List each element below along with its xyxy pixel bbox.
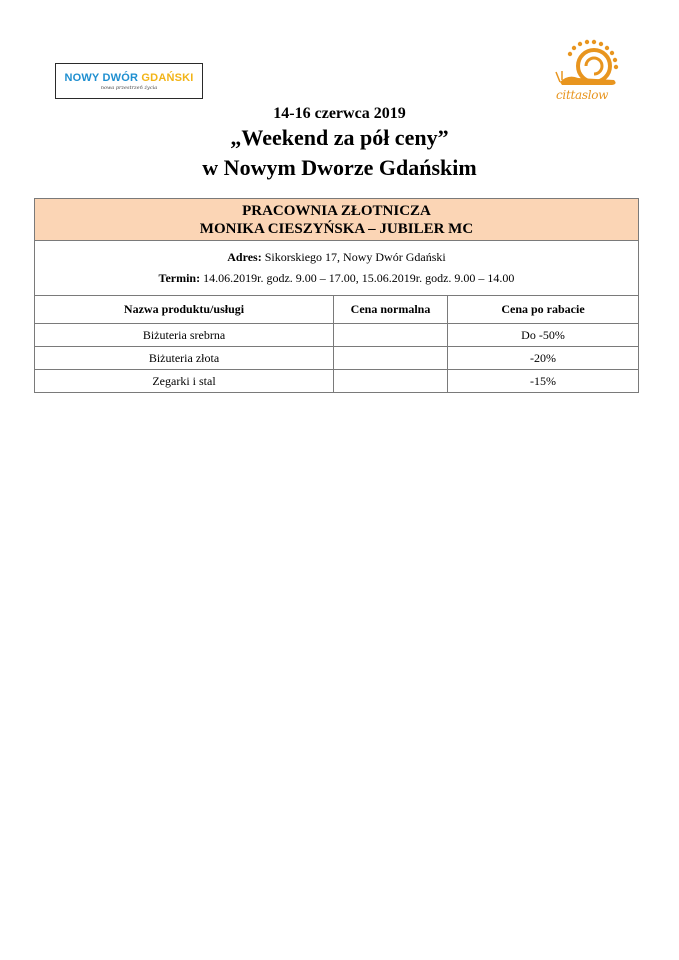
business-name-line2: MONIKA CIESZYŃSKA – JUBILER MC bbox=[199, 221, 474, 237]
address-label: Adres: bbox=[227, 250, 262, 264]
discount-price: -15% bbox=[448, 370, 639, 393]
logo-name-part1: NOWY DWÓR bbox=[64, 72, 142, 84]
discount-price: -20% bbox=[448, 347, 639, 370]
nowy-dwor-gdanski-logo bbox=[55, 63, 203, 99]
discount-price: Do -50% bbox=[448, 324, 639, 347]
column-header-normal-price: Cena normalna bbox=[334, 296, 448, 324]
logo-name-part2: GDAŃSKI bbox=[141, 72, 194, 84]
event-date: 14-16 czerwca 2019 bbox=[273, 105, 406, 122]
table-row bbox=[35, 347, 638, 370]
term-row bbox=[35, 268, 638, 289]
product-name: Biżuteria złota bbox=[35, 347, 334, 370]
address-value: Sikorskiego 17, Nowy Dwór Gdański bbox=[261, 250, 446, 264]
table-header-row bbox=[35, 296, 638, 324]
table-row bbox=[35, 370, 638, 393]
column-header-discount-price: Cena po rabacie bbox=[448, 296, 639, 324]
business-name-header bbox=[35, 199, 638, 241]
normal-price bbox=[334, 347, 448, 370]
business-card bbox=[34, 198, 639, 393]
normal-price bbox=[334, 370, 448, 393]
product-name: Zegarki i stal bbox=[35, 370, 334, 393]
term-value: 14.06.2019r. godz. 9.00 – 17.00, 15.06.2019r. godz. 9.00 – 14.00 bbox=[200, 271, 515, 285]
logo-tagline: nowa przestrzeń życia bbox=[100, 85, 158, 91]
business-name-line1: PRACOWNIA ZŁOTNICZA bbox=[242, 203, 431, 219]
table-row bbox=[35, 324, 638, 347]
address-row bbox=[35, 247, 638, 268]
snail-icon bbox=[548, 38, 628, 90]
normal-price bbox=[334, 324, 448, 347]
event-town: w Nowym Dworze Gdańskim bbox=[202, 155, 477, 180]
price-table bbox=[35, 296, 638, 392]
cittaslow-logo bbox=[548, 38, 628, 106]
logo-name bbox=[56, 72, 202, 84]
cittaslow-text: cittaslow bbox=[556, 88, 609, 102]
term-label: Termin: bbox=[158, 271, 201, 285]
event-title: „Weekend za pół ceny” bbox=[230, 125, 449, 150]
business-info bbox=[35, 241, 638, 296]
column-header-product: Nazwa produktu/usługi bbox=[35, 296, 334, 324]
product-name: Biżuteria srebrna bbox=[35, 324, 334, 347]
